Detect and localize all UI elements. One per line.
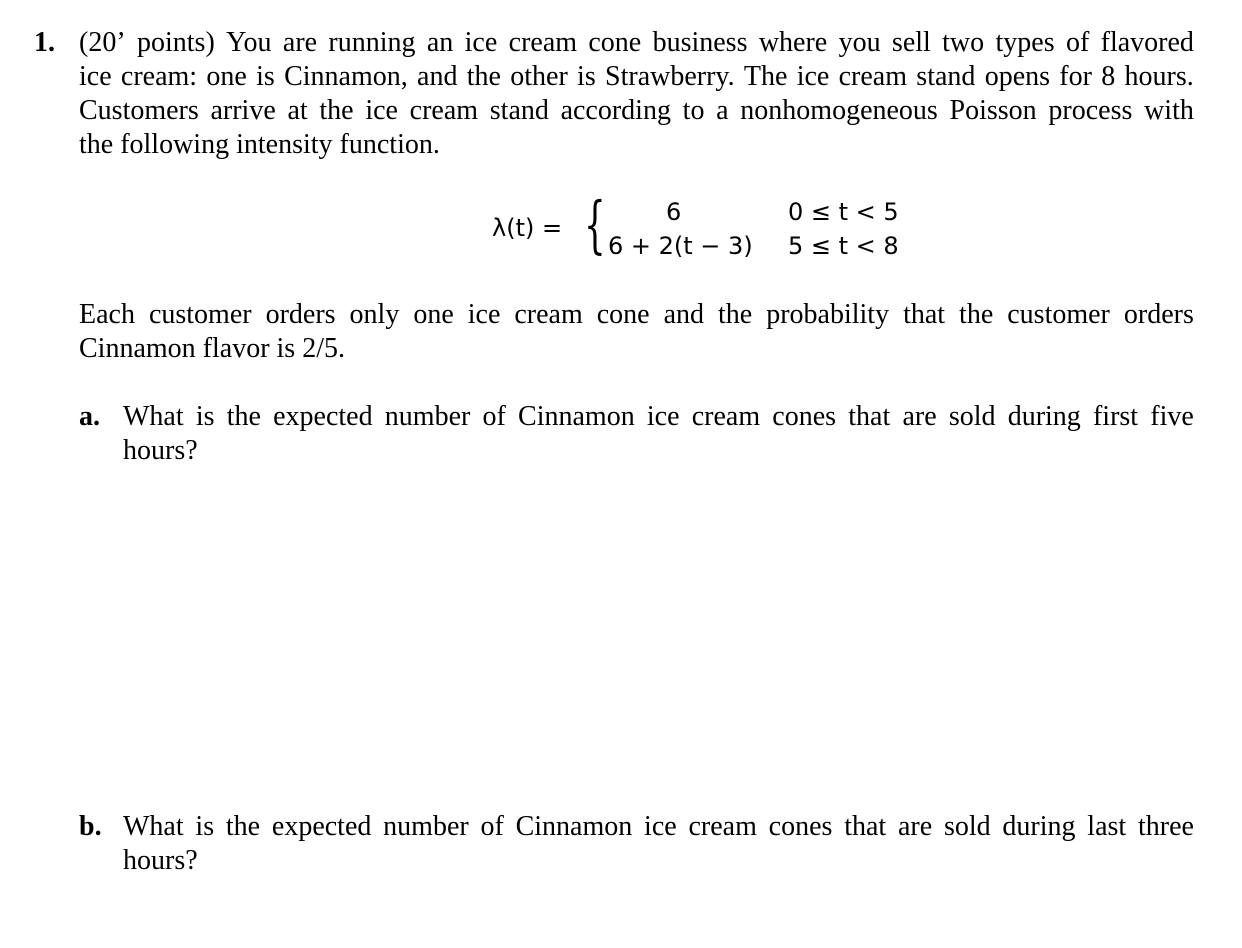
word: cream	[514, 299, 583, 330]
word: (20’	[79, 27, 126, 58]
word: the	[466, 61, 501, 92]
word: nonhomogeneous	[740, 95, 938, 126]
word: of	[482, 401, 506, 432]
word: expected	[271, 811, 372, 842]
question-label: a.	[79, 401, 100, 432]
intro-line	[79, 26, 1194, 60]
equation-lhs: λ(t) =	[492, 214, 563, 242]
word: Each	[79, 299, 135, 330]
word: number	[383, 811, 469, 842]
word: You	[226, 27, 272, 58]
word: opens	[984, 61, 1051, 92]
word: running	[328, 27, 416, 58]
word: sell	[891, 27, 931, 58]
word: you	[838, 27, 881, 58]
word: that	[848, 401, 891, 432]
word: cone	[588, 27, 642, 58]
word: is	[195, 811, 215, 842]
word: the	[225, 811, 261, 842]
word: ice	[646, 401, 680, 432]
word: the	[226, 401, 261, 432]
word: Poisson	[949, 95, 1037, 126]
question-text	[123, 400, 1194, 468]
word: Cinnamon,	[284, 61, 408, 92]
word: and	[417, 61, 458, 92]
word: cream:	[120, 61, 198, 92]
intro-line	[79, 94, 1194, 128]
problem-intro	[79, 26, 1194, 162]
word: two	[942, 27, 985, 58]
word: orders	[1123, 299, 1194, 330]
word: of	[480, 811, 504, 842]
word: are	[897, 811, 933, 842]
word: ice	[464, 27, 498, 58]
word: to	[682, 95, 705, 126]
word: sold	[948, 401, 996, 432]
word: customer	[1007, 299, 1110, 330]
word: stand	[916, 61, 976, 92]
word: Customers	[79, 95, 199, 126]
word: an	[426, 27, 454, 58]
word: cones	[768, 811, 833, 842]
word: only	[349, 299, 400, 330]
word: Cinnamon	[515, 811, 633, 842]
word: that	[844, 811, 887, 842]
word: number	[384, 401, 471, 432]
word: one	[413, 299, 454, 330]
word: with	[1144, 95, 1194, 126]
word: and	[663, 299, 705, 330]
word: process	[1048, 95, 1133, 126]
word: flavored	[1100, 27, 1194, 58]
word: probability	[766, 299, 890, 330]
word: at	[287, 95, 308, 126]
problem-number: 1.	[34, 27, 55, 58]
word: are	[282, 27, 318, 58]
word: five	[1150, 401, 1194, 432]
word: is	[256, 61, 275, 92]
question-line	[123, 810, 1194, 844]
question-line	[123, 400, 1194, 434]
word: ice	[796, 61, 830, 92]
question-text	[123, 810, 1194, 878]
word: one	[206, 61, 247, 92]
word: ice	[79, 61, 112, 92]
equation-brace: {	[584, 188, 606, 261]
paragraph-line: Cinnamon flavor is 2/5.	[79, 333, 345, 364]
word: where	[758, 27, 828, 58]
word: sold	[943, 811, 991, 842]
word: is	[195, 401, 215, 432]
word: expected	[273, 401, 373, 432]
word: ice	[365, 95, 398, 126]
word: a	[716, 95, 729, 126]
word: business	[652, 27, 748, 58]
word: What	[123, 811, 184, 842]
question-line: hours?	[123, 435, 198, 466]
word: that	[903, 299, 946, 330]
word: cream	[409, 95, 479, 126]
word: for	[1059, 61, 1092, 92]
equation-case2-expression: 6 + 2(t − 3)	[608, 232, 753, 260]
equation-case1-condition: 0 ≤ t < 5	[788, 198, 899, 226]
question-label: b.	[79, 811, 102, 842]
intensity-function-equation	[492, 188, 922, 266]
word: customer	[148, 299, 252, 330]
equation-case2-condition: 5 ≤ t < 8	[788, 232, 899, 260]
word: the	[319, 95, 354, 126]
word: What	[123, 401, 184, 432]
word: stand	[489, 95, 549, 126]
word: orders	[265, 299, 336, 330]
word: the	[718, 299, 753, 330]
word: according	[560, 95, 671, 126]
word: three	[1137, 811, 1194, 842]
word: cones	[772, 401, 837, 432]
word: is	[577, 61, 596, 92]
word: last	[1087, 811, 1127, 842]
word: cream	[688, 811, 757, 842]
word: The	[743, 61, 788, 92]
intro-line	[79, 60, 1194, 94]
word: other	[510, 61, 568, 92]
word: types	[995, 27, 1055, 58]
intro-line: the following intensity function.	[79, 129, 440, 160]
paragraph-line	[79, 298, 1194, 332]
word: 8	[1101, 61, 1116, 92]
word: during	[1007, 401, 1081, 432]
word: points)	[137, 27, 215, 58]
word: Strawberry.	[605, 61, 735, 92]
word: Cinnamon	[518, 401, 635, 432]
word: cream	[508, 27, 578, 58]
word: first	[1092, 401, 1139, 432]
word: the	[959, 299, 994, 330]
word: arrive	[210, 95, 276, 126]
word: hours.	[1124, 61, 1194, 92]
word: during	[1002, 811, 1076, 842]
question-line: hours?	[123, 845, 198, 876]
word: of	[1065, 27, 1090, 58]
equation-case1-expression: 6	[666, 198, 682, 226]
word: cone	[596, 299, 650, 330]
word: ice	[467, 299, 501, 330]
word: cream	[838, 61, 908, 92]
word: ice	[644, 811, 677, 842]
probability-paragraph	[79, 298, 1194, 366]
word: cream	[691, 401, 761, 432]
word: are	[902, 401, 937, 432]
